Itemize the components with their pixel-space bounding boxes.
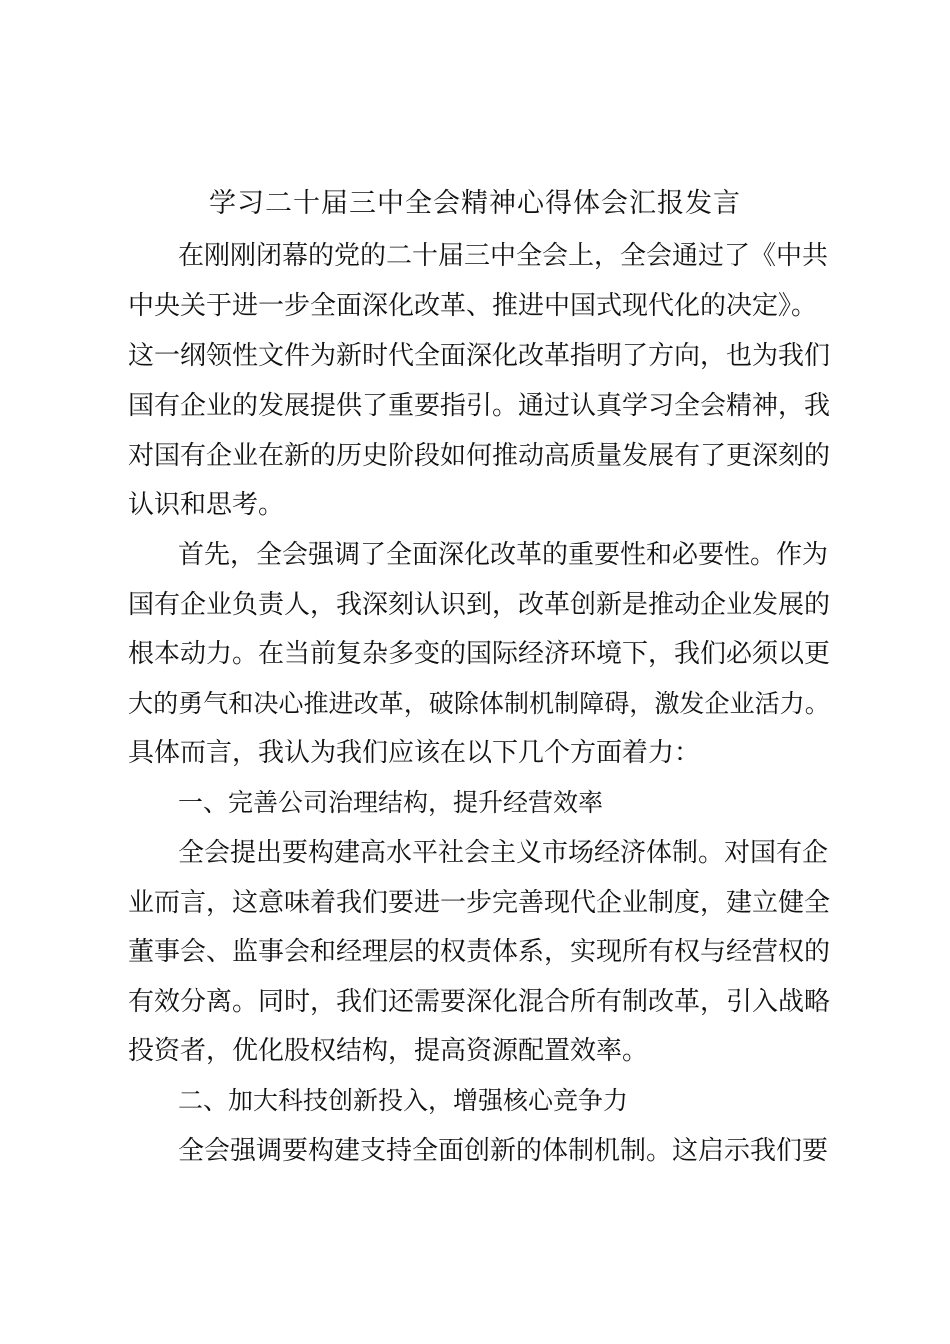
paragraph-2-line-1: 首先，全会强调了全面深化改革的重要性和必要性。作为	[178, 540, 829, 570]
paragraph-1-line-5: 对国有企业在新的历史阶段如何推动高质量发展有了更深刻的	[128, 441, 831, 471]
paragraph-1-line-6: 认识和思考。	[128, 490, 285, 520]
paragraph-3-line-3: 董事会、监事会和经理层的权责体系，实现所有权与经营权的	[128, 937, 831, 967]
section-heading-1: 一、完善公司治理结构，提升经营效率	[178, 788, 604, 817]
paragraph-1-line-2: 中央关于进一步全面深化改革、推进中国式现代化的决定》。	[128, 291, 818, 321]
paragraph-3-line-2: 业而言，这意味着我们要进一步完善现代企业制度，建立健全	[128, 888, 831, 918]
paragraph-3-line-5: 投资者，优化股权结构，提高资源配置效率。	[128, 1036, 649, 1066]
paragraph-3-line-4: 有效分离。同时，我们还需要深化混合所有制改革，引入战略	[128, 987, 831, 1017]
paragraph-2-line-4: 大的勇气和决心推进改革，破除体制机制障碍，激发企业活力。	[128, 689, 830, 718]
paragraph-1-line-1: 在刚刚闭幕的党的二十届三中全会上，全会通过了《中共	[178, 241, 829, 271]
paragraph-3-line-1: 全会提出要构建高水平社会主义市场经济体制。对国有企	[178, 838, 829, 868]
paragraph-2-line-5: 具体而言，我认为我们应该在以下几个方面着力：	[128, 738, 701, 768]
paragraph-4-line-1: 全会强调要构建支持全面创新的体制机制。这启示我们要	[178, 1136, 829, 1166]
paragraph-1-line-3: 这一纲领性文件为新时代全面深化改革指明了方向，也为我们	[128, 341, 831, 371]
document-title: 学习二十届三中全会精神心得体会汇报发言	[209, 188, 741, 219]
paragraph-1-line-4: 国有企业的发展提供了重要指引。通过认真学习全会精神，我	[128, 391, 831, 421]
paragraph-2-line-2: 国有企业负责人，我深刻认识到，改革创新是推动企业发展的	[128, 590, 831, 620]
section-heading-2: 二、加大科技创新投入，增强核心竞争力	[178, 1086, 629, 1115]
paragraph-2-line-3: 根本动力。在当前复杂多变的国际经济环境下，我们必须以更	[128, 639, 831, 669]
